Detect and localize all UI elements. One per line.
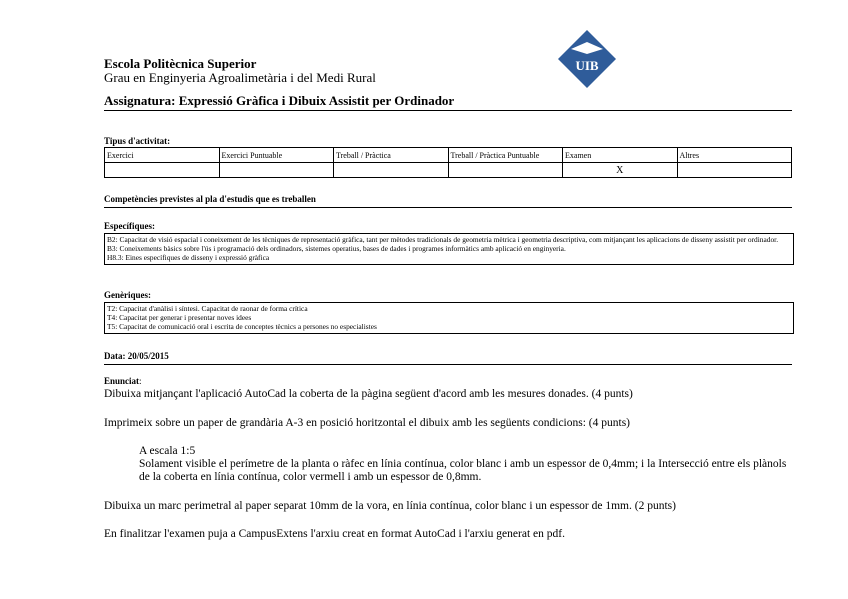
activity-col-exercici-puntuable: Exercici Puntuable (219, 148, 334, 163)
specific-item-b3: B3: Coneixements bàsics sobre l'ús i programació dels ordinadors, sistemes operatius, bases de dades i programes informàtics amb aplicació en enginyeria. (107, 243, 566, 253)
competences-title: Competències previstes al pla d'estudis que es treballen (104, 194, 316, 204)
statement-p3: Dibuixa un marc perimetral al paper separat 10mm de la vora, en línia contínua, color blanc i un espessor de 1mm. (2 punts) (104, 500, 676, 512)
activity-val-altres (677, 163, 792, 178)
activity-col-treball-puntuable: Treball / Pràctica Puntuable (448, 148, 563, 163)
statement-sub2: Solament visible el perímetre de la planta o ràfec en línia contínua, color blanc i amb un espessor de 0,4mm; i la Intersecció entre els plànols de la coberta en línia contínua, color vermell i amb un espessor de 0,8mm. (139, 458, 787, 483)
statement-sub1: A escala 1:5 (139, 445, 196, 457)
specific-label: Específiques: (104, 221, 156, 231)
activity-val-treball (334, 163, 449, 178)
statement-label-colon: : (139, 376, 142, 386)
school-name: Escola Politècnica Superior (104, 56, 257, 71)
activity-value-row (105, 163, 792, 178)
statement-label (104, 376, 142, 386)
activity-col-altres: Altres (677, 148, 792, 163)
activity-val-exercici-puntuable (219, 163, 334, 178)
generic-item-t4: T4: Capacitat per generar i presentar noves idees (107, 312, 252, 322)
generic-label: Genèriques: (104, 290, 151, 300)
degree-name: Grau en Enginyeria Agroalimetària i del Medi Rural (104, 70, 376, 85)
activity-label: Tipus d'activitat: (104, 136, 171, 146)
specific-item-b2: B2: Capacitat de visió espacial i coneixement de les tècniques de representació gràfica, tant per mètodes tradicionals de geometria mètrica i geometria descriptiva, com mitjançant les aplicacions de disseny assistit per ordinador. (107, 235, 779, 244)
activity-header-row (105, 148, 792, 163)
statement-p2: Imprimeix sobre un paper de grandària A-3 en posició horitzontal el dibuix amb les següents condicions: (4 punts) (104, 417, 630, 429)
generic-item-t5: T5: Capacitat de comunicació oral i escrita de conceptes tècnics a persones no especialistes (107, 321, 377, 331)
statement-p1: Dibuixa mitjançant l'aplicació AutoCad la coberta de la pàgina següent d'acord amb les mesures donades. (4 punts) (104, 388, 633, 400)
subject-title: Assignatura: Expressió Gràfica i Dibuix Assistit per Ordinador (104, 93, 455, 108)
activity-col-exercici: Exercici (105, 148, 220, 163)
logo-text: UIB (575, 58, 599, 73)
specific-item-h83: H8.3: Eines específiques de disseny i expressió gràfica (107, 252, 270, 262)
statement-label-text: Enunciat (104, 376, 140, 386)
activity-col-examen: Examen (563, 148, 678, 163)
date-divider (104, 364, 792, 365)
activity-col-treball: Treball / Pràctica (334, 148, 449, 163)
specific-box (104, 233, 794, 265)
exam-date: Data: 20/05/2015 (104, 351, 169, 361)
activity-val-examen: X (563, 163, 678, 178)
generic-box (104, 302, 794, 334)
activity-val-exercici (105, 163, 220, 178)
header-divider (104, 110, 792, 111)
generic-item-t2: T2: Capacitat d'anàlisi i síntesi. Capacitat de raonar de forma crítica (107, 304, 308, 313)
competences-divider (104, 207, 792, 208)
activity-val-treball-puntuable (448, 163, 563, 178)
activity-table (104, 147, 792, 178)
uib-logo (557, 29, 617, 89)
statement-p4: En finalitzar l'examen puja a CampusExtens l'arxiu creat en format AutoCad i l'arxiu generat en pdf. (104, 528, 565, 540)
